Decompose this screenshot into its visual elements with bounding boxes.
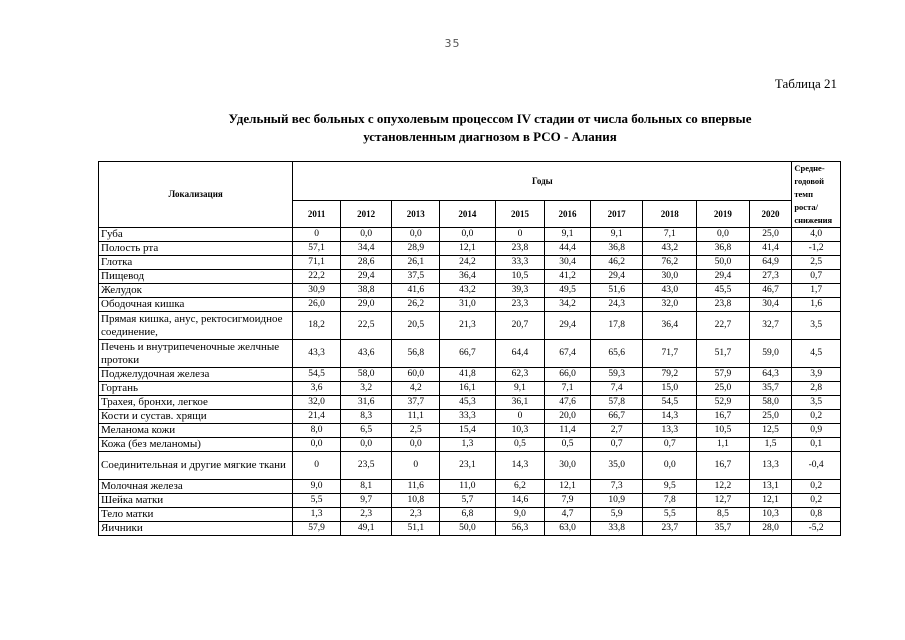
row-value-2013: 37,5	[392, 270, 440, 284]
table-row	[99, 438, 841, 452]
table-row	[99, 508, 841, 522]
row-value-2016: 4,7	[545, 508, 591, 522]
row-value-2013: 0,0	[392, 228, 440, 242]
row-value-2018: 14,3	[643, 410, 697, 424]
row-value-2020: 35,7	[749, 382, 792, 396]
header-growth: Средне-годовой темп роста/ снижения	[792, 162, 841, 228]
row-value-2020: 27,3	[749, 270, 792, 284]
row-value-2015: 0	[495, 410, 545, 424]
row-growth: 3,9	[792, 368, 841, 382]
row-value-2017: 66,7	[590, 410, 643, 424]
row-value-2020: 59,0	[749, 340, 792, 368]
row-value-2018: 7,1	[643, 228, 697, 242]
row-value-2018: 76,2	[643, 256, 697, 270]
row-value-2014: 31,0	[440, 298, 496, 312]
header-year: 2017	[590, 201, 643, 228]
row-value-2011: 26,0	[293, 298, 341, 312]
row-value-2011: 57,1	[293, 242, 341, 256]
row-value-2018: 36,4	[643, 312, 697, 340]
row-value-2015: 23,3	[495, 298, 545, 312]
row-value-2015: 64,4	[495, 340, 545, 368]
row-value-2020: 28,0	[749, 522, 792, 536]
row-value-2013: 20,5	[392, 312, 440, 340]
row-value-2014: 6,8	[440, 508, 496, 522]
row-localization: Тело матки	[99, 508, 293, 522]
row-value-2012: 23,5	[340, 452, 392, 480]
row-value-2011: 0	[293, 452, 341, 480]
row-value-2011: 0	[293, 228, 341, 242]
row-value-2012: 31,6	[340, 396, 392, 410]
row-growth: 4,5	[792, 340, 841, 368]
row-value-2017: 46,2	[590, 256, 643, 270]
row-value-2018: 30,0	[643, 270, 697, 284]
row-value-2016: 66,0	[545, 368, 591, 382]
row-value-2019: 25,0	[697, 382, 750, 396]
row-value-2016: 49,5	[545, 284, 591, 298]
row-value-2016: 47,6	[545, 396, 591, 410]
row-value-2013: 0,0	[392, 438, 440, 452]
table-title	[180, 110, 800, 146]
table-row	[99, 396, 841, 410]
row-value-2016: 12,1	[545, 480, 591, 494]
row-value-2014: 15,4	[440, 424, 496, 438]
row-localization: Полость рта	[99, 242, 293, 256]
row-value-2017: 5,9	[590, 508, 643, 522]
row-value-2011: 22,2	[293, 270, 341, 284]
row-value-2017: 29,4	[590, 270, 643, 284]
row-value-2017: 57,8	[590, 396, 643, 410]
row-value-2014: 16,1	[440, 382, 496, 396]
table-row	[99, 410, 841, 424]
row-value-2014: 0,0	[440, 228, 496, 242]
row-value-2020: 32,7	[749, 312, 792, 340]
row-value-2020: 1,5	[749, 438, 792, 452]
header-year: 2018	[643, 201, 697, 228]
row-value-2014: 23,1	[440, 452, 496, 480]
table-row	[99, 424, 841, 438]
header-year: 2020	[749, 201, 792, 228]
row-value-2018: 43,0	[643, 284, 697, 298]
row-value-2017: 7,4	[590, 382, 643, 396]
title-line-2: установленным диагнозом в РСО - Алания	[363, 129, 617, 144]
row-value-2017: 24,3	[590, 298, 643, 312]
row-value-2013: 2,3	[392, 508, 440, 522]
row-value-2013: 11,6	[392, 480, 440, 494]
header-localization: Локализация	[99, 162, 293, 228]
row-value-2016: 67,4	[545, 340, 591, 368]
row-value-2017: 7,3	[590, 480, 643, 494]
table-row	[99, 382, 841, 396]
header-year: 2016	[545, 201, 591, 228]
row-value-2017: 9,1	[590, 228, 643, 242]
row-value-2019: 22,7	[697, 312, 750, 340]
row-value-2017: 35,0	[590, 452, 643, 480]
header-year: 2013	[392, 201, 440, 228]
row-value-2015: 10,3	[495, 424, 545, 438]
row-value-2017: 0,7	[590, 438, 643, 452]
row-value-2012: 2,3	[340, 508, 392, 522]
row-value-2019: 0,0	[697, 228, 750, 242]
row-value-2015: 0	[495, 228, 545, 242]
table-label: Таблица 21	[774, 76, 837, 91]
row-localization: Кожа (без меланомы)	[99, 438, 293, 452]
row-localization: Яичники	[99, 522, 293, 536]
row-value-2011: 43,3	[293, 340, 341, 368]
row-value-2011: 30,9	[293, 284, 341, 298]
row-value-2013: 26,1	[392, 256, 440, 270]
row-value-2018: 0,0	[643, 452, 697, 480]
row-value-2018: 79,2	[643, 368, 697, 382]
row-value-2013: 10,8	[392, 494, 440, 508]
row-value-2016: 41,2	[545, 270, 591, 284]
row-localization: Соединительная и другие мягкие ткани	[99, 452, 293, 480]
row-value-2018: 43,2	[643, 242, 697, 256]
row-value-2014: 33,3	[440, 410, 496, 424]
row-value-2012: 22,5	[340, 312, 392, 340]
row-value-2020: 46,7	[749, 284, 792, 298]
row-value-2013: 51,1	[392, 522, 440, 536]
row-value-2018: 15,0	[643, 382, 697, 396]
row-value-2020: 12,5	[749, 424, 792, 438]
row-value-2015: 39,3	[495, 284, 545, 298]
row-value-2020: 10,3	[749, 508, 792, 522]
page-number: 35	[444, 37, 461, 50]
row-value-2019: 50,0	[697, 256, 750, 270]
row-value-2014: 11,0	[440, 480, 496, 494]
row-value-2012: 58,0	[340, 368, 392, 382]
title-line-1: Удельный вес больных с опухолевым процессом IV стадии от числа больных со впервые	[228, 111, 752, 126]
row-value-2019: 51,7	[697, 340, 750, 368]
row-growth: 0,2	[792, 480, 841, 494]
row-value-2012: 9,7	[340, 494, 392, 508]
row-value-2012: 3,2	[340, 382, 392, 396]
row-value-2016: 0,5	[545, 438, 591, 452]
row-value-2019: 29,4	[697, 270, 750, 284]
row-value-2020: 64,3	[749, 368, 792, 382]
row-value-2014: 5,7	[440, 494, 496, 508]
row-growth: 3,5	[792, 312, 841, 340]
row-value-2015: 9,0	[495, 508, 545, 522]
row-growth: 2,8	[792, 382, 841, 396]
row-value-2015: 33,3	[495, 256, 545, 270]
row-localization: Поджелудочная железа	[99, 368, 293, 382]
row-value-2016: 7,9	[545, 494, 591, 508]
row-value-2015: 0,5	[495, 438, 545, 452]
row-growth: 2,5	[792, 256, 841, 270]
header-year: 2019	[697, 201, 750, 228]
row-localization: Гортань	[99, 382, 293, 396]
row-value-2019: 57,9	[697, 368, 750, 382]
row-value-2019: 1,1	[697, 438, 750, 452]
row-value-2011: 21,4	[293, 410, 341, 424]
row-value-2020: 13,3	[749, 452, 792, 480]
table-row	[99, 522, 841, 536]
row-value-2017: 65,6	[590, 340, 643, 368]
row-value-2013: 26,2	[392, 298, 440, 312]
row-value-2016: 30,4	[545, 256, 591, 270]
row-value-2011: 1,3	[293, 508, 341, 522]
table-row	[99, 312, 841, 340]
row-value-2016: 30,0	[545, 452, 591, 480]
row-value-2017: 2,7	[590, 424, 643, 438]
row-value-2016: 9,1	[545, 228, 591, 242]
row-value-2014: 41,8	[440, 368, 496, 382]
row-value-2017: 36,8	[590, 242, 643, 256]
row-value-2017: 51,6	[590, 284, 643, 298]
header-year: 2011	[293, 201, 341, 228]
row-value-2011: 54,5	[293, 368, 341, 382]
row-growth: 4,0	[792, 228, 841, 242]
row-value-2012: 0,0	[340, 438, 392, 452]
row-value-2019: 52,9	[697, 396, 750, 410]
row-value-2015: 14,3	[495, 452, 545, 480]
row-value-2020: 25,0	[749, 410, 792, 424]
row-value-2019: 12,2	[697, 480, 750, 494]
row-value-2014: 50,0	[440, 522, 496, 536]
row-value-2018: 7,8	[643, 494, 697, 508]
table-row	[99, 228, 841, 242]
row-value-2012: 38,8	[340, 284, 392, 298]
row-value-2013: 2,5	[392, 424, 440, 438]
row-value-2014: 36,4	[440, 270, 496, 284]
row-value-2012: 6,5	[340, 424, 392, 438]
row-value-2017: 10,9	[590, 494, 643, 508]
table-body	[99, 228, 841, 536]
row-value-2011: 0,0	[293, 438, 341, 452]
row-value-2019: 8,5	[697, 508, 750, 522]
row-value-2019: 23,8	[697, 298, 750, 312]
row-value-2019: 12,7	[697, 494, 750, 508]
row-growth: 1,7	[792, 284, 841, 298]
row-value-2013: 37,7	[392, 396, 440, 410]
row-growth: -1,2	[792, 242, 841, 256]
row-localization: Прямая кишка, анус, ректосигмоидное соединение,	[99, 312, 293, 340]
table-row	[99, 270, 841, 284]
row-value-2012: 49,1	[340, 522, 392, 536]
row-value-2018: 32,0	[643, 298, 697, 312]
row-value-2014: 12,1	[440, 242, 496, 256]
header-year: 2015	[495, 201, 545, 228]
row-growth: -5,2	[792, 522, 841, 536]
row-value-2013: 0	[392, 452, 440, 480]
table-row	[99, 480, 841, 494]
row-value-2015: 14,6	[495, 494, 545, 508]
row-value-2013: 60,0	[392, 368, 440, 382]
row-value-2015: 20,7	[495, 312, 545, 340]
row-value-2012: 43,6	[340, 340, 392, 368]
row-value-2011: 18,2	[293, 312, 341, 340]
row-value-2011: 57,9	[293, 522, 341, 536]
row-value-2016: 34,2	[545, 298, 591, 312]
row-value-2012: 29,4	[340, 270, 392, 284]
row-value-2016: 11,4	[545, 424, 591, 438]
row-value-2020: 12,1	[749, 494, 792, 508]
header-year: 2012	[340, 201, 392, 228]
row-value-2017: 59,3	[590, 368, 643, 382]
row-value-2018: 23,7	[643, 522, 697, 536]
row-localization: Трахея, бронхи, легкое	[99, 396, 293, 410]
row-value-2020: 41,4	[749, 242, 792, 256]
table-row	[99, 340, 841, 368]
row-value-2015: 36,1	[495, 396, 545, 410]
row-growth: 0,7	[792, 270, 841, 284]
row-value-2012: 8,1	[340, 480, 392, 494]
row-value-2011: 9,0	[293, 480, 341, 494]
row-value-2018: 54,5	[643, 396, 697, 410]
row-value-2014: 21,3	[440, 312, 496, 340]
row-localization: Шейка матки	[99, 494, 293, 508]
row-value-2016: 44,4	[545, 242, 591, 256]
row-value-2016: 20,0	[545, 410, 591, 424]
table-row	[99, 256, 841, 270]
row-value-2013: 56,8	[392, 340, 440, 368]
row-value-2019: 36,8	[697, 242, 750, 256]
row-value-2019: 16,7	[697, 452, 750, 480]
row-localization: Глотка	[99, 256, 293, 270]
row-growth: -0,4	[792, 452, 841, 480]
row-value-2011: 3,6	[293, 382, 341, 396]
row-value-2013: 11,1	[392, 410, 440, 424]
data-table	[98, 161, 841, 536]
row-growth: 0,9	[792, 424, 841, 438]
row-value-2020: 64,9	[749, 256, 792, 270]
row-value-2017: 33,8	[590, 522, 643, 536]
row-value-2012: 29,0	[340, 298, 392, 312]
header-year: 2014	[440, 201, 496, 228]
row-value-2018: 13,3	[643, 424, 697, 438]
row-value-2020: 13,1	[749, 480, 792, 494]
row-value-2011: 5,5	[293, 494, 341, 508]
row-value-2012: 0,0	[340, 228, 392, 242]
row-value-2015: 23,8	[495, 242, 545, 256]
row-growth: 3,5	[792, 396, 841, 410]
table-row	[99, 452, 841, 480]
row-value-2011: 8,0	[293, 424, 341, 438]
row-localization: Ободочная кишка	[99, 298, 293, 312]
row-growth: 0,8	[792, 508, 841, 522]
row-value-2015: 56,3	[495, 522, 545, 536]
row-value-2020: 25,0	[749, 228, 792, 242]
row-value-2015: 10,5	[495, 270, 545, 284]
row-value-2019: 35,7	[697, 522, 750, 536]
row-value-2020: 58,0	[749, 396, 792, 410]
row-localization: Меланома кожи	[99, 424, 293, 438]
row-value-2015: 62,3	[495, 368, 545, 382]
row-value-2011: 32,0	[293, 396, 341, 410]
table-row	[99, 284, 841, 298]
row-growth: 1,6	[792, 298, 841, 312]
table-row	[99, 494, 841, 508]
row-localization: Губа	[99, 228, 293, 242]
row-value-2012: 8,3	[340, 410, 392, 424]
row-value-2016: 63,0	[545, 522, 591, 536]
row-value-2014: 66,7	[440, 340, 496, 368]
row-value-2019: 16,7	[697, 410, 750, 424]
row-growth: 0,2	[792, 410, 841, 424]
row-value-2018: 71,7	[643, 340, 697, 368]
row-value-2015: 6,2	[495, 480, 545, 494]
row-localization: Кости и сустав. хрящи	[99, 410, 293, 424]
row-value-2019: 10,5	[697, 424, 750, 438]
table-row	[99, 242, 841, 256]
row-value-2013: 28,9	[392, 242, 440, 256]
row-localization: Молочная железа	[99, 480, 293, 494]
row-value-2015: 9,1	[495, 382, 545, 396]
row-value-2018: 9,5	[643, 480, 697, 494]
row-value-2014: 45,3	[440, 396, 496, 410]
row-value-2019: 45,5	[697, 284, 750, 298]
row-growth: 0,2	[792, 494, 841, 508]
row-value-2017: 17,8	[590, 312, 643, 340]
header-years: Годы	[293, 162, 792, 201]
row-value-2014: 43,2	[440, 284, 496, 298]
row-localization: Печень и внутрипеченочные желчные протоки	[99, 340, 293, 368]
table-row	[99, 368, 841, 382]
row-value-2013: 4,2	[392, 382, 440, 396]
row-value-2016: 29,4	[545, 312, 591, 340]
row-localization: Желудок	[99, 284, 293, 298]
row-value-2011: 71,1	[293, 256, 341, 270]
row-value-2014: 1,3	[440, 438, 496, 452]
row-value-2020: 30,4	[749, 298, 792, 312]
row-growth: 0,1	[792, 438, 841, 452]
row-value-2013: 41,6	[392, 284, 440, 298]
table-row	[99, 298, 841, 312]
row-value-2012: 28,6	[340, 256, 392, 270]
row-value-2014: 24,2	[440, 256, 496, 270]
row-value-2012: 34,4	[340, 242, 392, 256]
row-localization: Пищевод	[99, 270, 293, 284]
row-value-2018: 5,5	[643, 508, 697, 522]
row-value-2016: 7,1	[545, 382, 591, 396]
row-value-2018: 0,7	[643, 438, 697, 452]
